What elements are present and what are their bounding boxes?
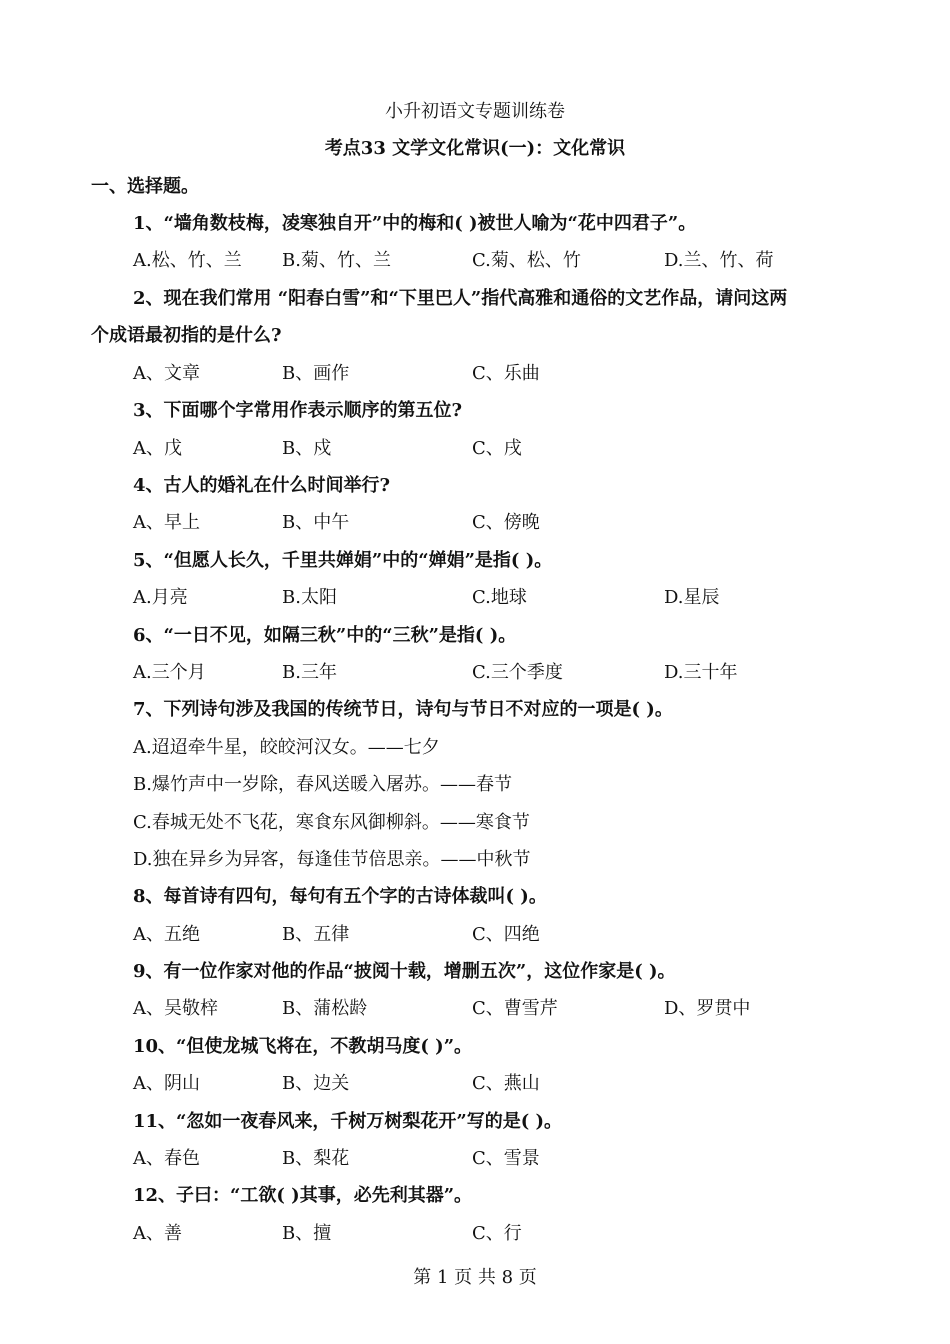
question-11: 11、“忽如一夜春风来，千树万树梨花开”写的是( )。: [133, 1111, 563, 1132]
question-11-options: [0, 1144, 950, 1170]
option-c: C、曹雪芹: [472, 998, 558, 1019]
question-3-options: [0, 434, 950, 460]
question-4: 4、古人的婚礼在什么时间举行?: [133, 475, 391, 496]
option-d: D、罗贯中: [664, 998, 751, 1019]
option-c: C、乐曲: [472, 363, 540, 384]
question-9-options: [0, 994, 950, 1020]
option-b: B、五律: [282, 924, 350, 945]
option-b: B、戍: [282, 438, 332, 459]
question-12: 12、子曰：“工欲( )其事，必先利其器”。: [133, 1185, 473, 1206]
option-a: A、吴敬梓: [133, 998, 218, 1019]
option-c: C.春城无处不飞花，寒食东风御柳斜。——寒食节: [133, 812, 530, 833]
option-a: A.迢迢牵牛星，皎皎河汉女。——七夕: [133, 737, 440, 758]
question-8-options: [0, 920, 950, 946]
section-heading: 一、选择题。: [91, 176, 199, 197]
question-6: 6、“一日不见，如隔三秋”中的“三秋”是指( )。: [133, 625, 517, 646]
option-b: B、擅: [282, 1223, 332, 1244]
option-b: B.三年: [282, 662, 337, 683]
option-b: B、蒲松龄: [282, 998, 368, 1019]
option-b: B、边关: [282, 1073, 350, 1094]
question-1: 1、“墙角数枝梅，凌寒独自开”中的梅和( )被世人喻为“花中四君子”。: [133, 213, 697, 234]
question-5: 5、“但愿人长久，千里共婵娟”中的“婵娟”是指( )。: [133, 550, 553, 571]
option-a: A、早上: [133, 512, 200, 533]
question-2-continuation: 个成语最初指的是什么?: [91, 325, 282, 346]
option-c: C、行: [472, 1223, 522, 1244]
option-a: A、春色: [133, 1148, 200, 1169]
question-6-options: [0, 658, 950, 684]
option-b: B、梨花: [282, 1148, 350, 1169]
option-a: A.松、竹、兰: [133, 250, 242, 271]
option-b: B.爆竹声中一岁除，春风送暖入屠苏。——春节: [133, 774, 512, 795]
option-a: A、阴山: [133, 1073, 200, 1094]
page-footer: 第 1 页 共 8 页: [413, 1267, 537, 1288]
option-c: C.地球: [472, 587, 527, 608]
option-c: C、戌: [472, 438, 522, 459]
option-a: A.三个月: [133, 662, 206, 683]
option-b: B、中午: [282, 512, 350, 533]
option-c: C、四绝: [472, 924, 540, 945]
question-10: 10、“但使龙城飞将在，不教胡马度( )”。: [133, 1036, 473, 1057]
question-12-options: [0, 1219, 950, 1245]
question-1-options: [0, 246, 950, 272]
question-2-options: [0, 359, 950, 385]
option-a: A、文章: [133, 363, 200, 384]
option-b: B.太阳: [282, 587, 337, 608]
option-a: A、善: [133, 1223, 182, 1244]
question-9: 9、有一位作家对他的作品“披阅十载，增删五次”，这位作家是( )。: [133, 961, 676, 982]
question-7: 7、下列诗句涉及我国的传统节日，诗句与节日不对应的一项是( )。: [133, 699, 673, 720]
document-subtitle: 考点33 文学文化常识(一)：文化常识: [324, 138, 626, 159]
question-3: 3、下面哪个字常用作表示顺序的第五位?: [133, 400, 463, 421]
option-c: C、傍晚: [472, 512, 540, 533]
option-d: D.兰、竹、荷: [664, 250, 774, 271]
option-a: A.月亮: [133, 587, 188, 608]
question-4-options: [0, 508, 950, 534]
question-2: 2、现在我们常用 “阳春白雪”和“下里巴人”指代高雅和通俗的文艺作品，请问这两: [133, 288, 788, 309]
document-title: 小升初语文专题训练卷: [385, 101, 565, 122]
question-8: 8、每首诗有四句，每句有五个字的古诗体裁叫( )。: [133, 886, 547, 907]
option-c: C、雪景: [472, 1148, 540, 1169]
option-c: C.三个季度: [472, 662, 563, 683]
option-d: D.三十年: [664, 662, 738, 683]
option-a: A、戊: [133, 438, 182, 459]
question-5-options: [0, 583, 950, 609]
option-c: C、燕山: [472, 1073, 540, 1094]
option-a: A、五绝: [133, 924, 200, 945]
question-10-options: [0, 1069, 950, 1095]
option-b: B.菊、竹、兰: [282, 250, 391, 271]
option-b: B、画作: [282, 363, 350, 384]
option-d: D.星辰: [664, 587, 720, 608]
option-c: C.菊、松、竹: [472, 250, 581, 271]
option-d: D.独在异乡为异客，每逢佳节倍思亲。——中秋节: [133, 849, 531, 870]
